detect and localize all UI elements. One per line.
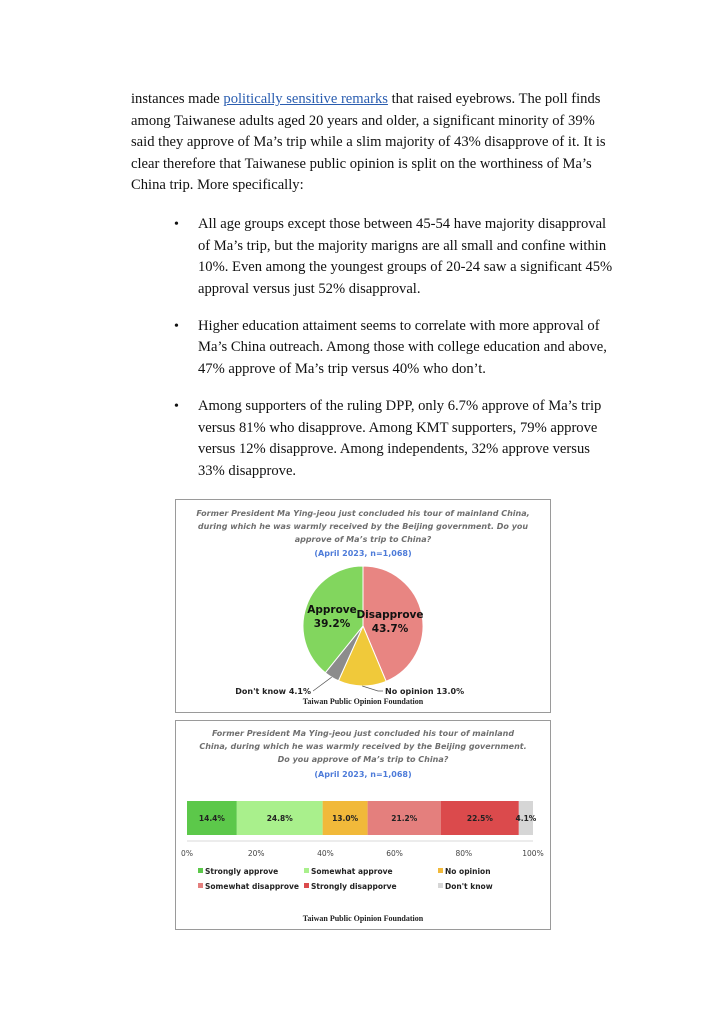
- bar-chart-svg: [176, 783, 550, 913]
- bar-value-label: 4.1%: [515, 814, 537, 823]
- pie-label: Approve: [307, 604, 357, 616]
- pie-leader-line: [362, 686, 383, 691]
- pie-label: Don't know 4.1%: [235, 687, 311, 696]
- pie-chart-title-line: Former President Ma Ying-jeou just concluded his tour of mainland China,: [196, 509, 530, 518]
- bar-chart-title-line: Former President Ma Ying-jeou just concluded his tour of mainland: [211, 729, 515, 738]
- legend-swatch: [304, 883, 309, 888]
- legend-label: Strongly approve: [205, 867, 279, 876]
- legend-label: Don't know: [445, 882, 493, 891]
- pie-value-label: 43.7%: [371, 623, 409, 635]
- x-tick-label: 60%: [386, 849, 403, 858]
- intro-paragraph: [131, 89, 606, 197]
- bullet-icon: •: [174, 318, 179, 334]
- pie-label: Disapprove: [356, 609, 424, 621]
- bar-value-label: 14.4%: [198, 814, 225, 823]
- legend-swatch: [438, 868, 443, 873]
- bullet-text: Higher education attaiment seems to correlate with more approval of Ma’s China outreach. Among those with college education and above, 47% approve of Ma’s trip versus 40% who don’t.: [198, 317, 607, 378]
- legend-swatch: [198, 883, 203, 888]
- bullet-icon: •: [174, 217, 179, 232]
- pie-value-label: 39.2%: [313, 618, 351, 630]
- bar-chart-title-line: Do you approve of Ma’s trip to China?: [277, 755, 449, 764]
- bar-chart-subtitle: (April 2023, n=1,068): [314, 770, 412, 779]
- x-tick-label: 0%: [181, 849, 193, 858]
- politically-sensitive-remarks-link[interactable]: politically sensitive remarks: [223, 91, 388, 107]
- pie-chart-svg: [176, 560, 550, 720]
- legend-swatch: [198, 868, 203, 873]
- pie-chart-title-line: approve of Ma’s trip to China?: [294, 535, 432, 544]
- pie-leader-line: [313, 677, 332, 691]
- legend-label: Somewhat disapprove: [205, 882, 300, 891]
- bar-value-label: 21.2%: [391, 814, 418, 823]
- x-tick-label: 40%: [317, 849, 334, 858]
- x-tick-label: 100%: [522, 849, 544, 858]
- legend-label: Strongly disapporve: [311, 882, 397, 891]
- list-item: [170, 396, 620, 482]
- bar-chart-source: Taiwan Public Opinion Foundation: [302, 914, 424, 923]
- bullet-text: Among supporters of the ruling DPP, only 6.7% approve of Ma’s trip versus 81% who disapprove. Among KMT supporters, 79% approve versus 12% disapprove. Among independents, 32% approve versus 33% disapprove.: [198, 398, 602, 479]
- pie-chart-subtitle: (April 2023, n=1,068): [314, 549, 412, 558]
- paragraph-text-rest: that raised eyebrows. The poll finds among Taiwanese adults aged 20 years and older, a significant minority of 39% said they approve of Ma’s trip while a slim majority of 43% disapprove of it. It is clear therefore that Taiwanese public opinion is split on the worthiness of Ma’s China trip. More specifically:: [131, 91, 606, 194]
- list-item: [170, 214, 620, 300]
- stacked-bar-chart-figure: [175, 720, 551, 930]
- pie-chart-source: Taiwan Public Opinion Foundation: [302, 697, 424, 706]
- paragraph-text-start: instances made: [131, 91, 224, 107]
- list-item: [170, 316, 620, 381]
- x-tick-label: 20%: [247, 849, 265, 858]
- pie-chart-title-line: during which he was warmly received by the Beijing government. Do you: [197, 522, 529, 531]
- legend-swatch: [438, 883, 443, 888]
- bar-chart-title-line: China, during which he was warmly received by the Beijing government.: [199, 742, 527, 751]
- pie-label: No opinion 13.0%: [385, 687, 465, 696]
- bar-value-label: 13.0%: [332, 814, 359, 823]
- bullet-text: All age groups except those between 45-54 have majority disapproval of Ma’s trip, but the majority marigns are all small and confine within 10%. Even among the youngest groups of 20-24 saw a significant 45% approval versus just 52% disapproval.: [198, 216, 613, 297]
- pie-chart-figure: [175, 499, 551, 713]
- bar-value-label: 22.5%: [466, 814, 493, 823]
- bar-value-label: 24.8%: [266, 814, 293, 823]
- bullet-icon: •: [174, 399, 179, 415]
- x-tick-label: 80%: [455, 849, 473, 858]
- legend-label: Somewhat approve: [311, 867, 393, 876]
- legend-swatch: [304, 868, 309, 873]
- legend-label: No opinion: [445, 867, 491, 876]
- findings-list: [170, 214, 620, 498]
